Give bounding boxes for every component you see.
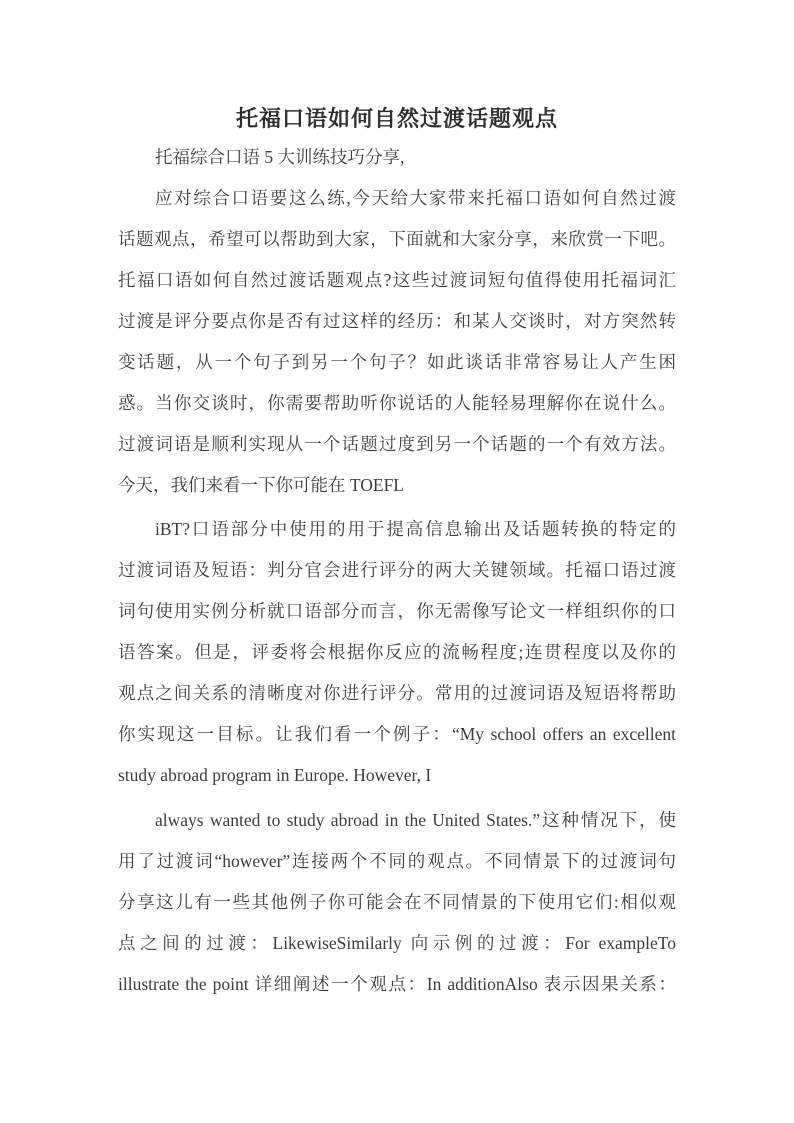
text-line: 分享这儿有一些其他例子你可能会在不同情景的下使用它们:相似观 [118,892,676,912]
text-line: 点之间的过渡：LikewiseSimilarly 向示例的过渡：For exampleTo [118,933,676,953]
text-line: 语答案。但是，评委将会根据你反应的流畅程度;连贯程度以及你的 [118,642,676,662]
text-line: 变话题，从一个句子到另一个句子？如此谈话非常容易让人产生困 [118,352,676,372]
text-line: 过渡词语是顺利实现从一个话题过度到另一个话题的一个有效方法。 [118,434,676,454]
text-line: 词句使用实例分析就口语部分而言，你无需像写论文一样组织你的口 [118,601,676,621]
text-line: 你实现这一目标。让我们看一个例子：“My school offers an excellent [118,724,676,744]
text-line: 惑。当你交谈时，你需要帮助听你说话的人能轻易理解你在说什么。 [118,393,676,413]
paragraph-2 [118,178,676,506]
text-line: 过渡词语及短语：判分官会进行评分的两大关键领域。托福口语过渡 [118,560,676,580]
document-title: 托福口语如何自然过渡话题观点 [235,106,558,131]
text-line: 话题观点，希望可以帮助到大家，下面就和大家分享，来欣赏一下吧。 [118,229,676,249]
text-line: 托福口语如何自然过渡话题观点?这些过渡词短句值得使用托福词汇 [118,270,676,290]
text-line: 托福综合口语 5 大训练技巧分享, [155,147,405,167]
paragraph-1 [118,137,676,178]
text-line: 用了过渡词“however”连接两个不同的观点。不同情景下的过渡词句 [118,851,676,871]
text-line: 今天，我们来看一下你可能在 TOEFL [118,475,404,495]
text-line: illustrate the point 详细阐述一个观点：In additionAlso 表示因果关系： [118,974,676,994]
text-line: study abroad program in Europe. However, I [118,765,432,785]
text-line: iBT?口语部分中使用的用于提高信息输出及话题转换的特定的 [155,519,676,539]
text-line: 观点之间关系的清晰度对你进行评分。常用的过渡词语及短语将帮助 [118,683,676,703]
document-content [118,103,676,1005]
text-line: 过渡是评分要点你是否有过这样的经历：和某人交谈时，对方突然转 [118,311,676,331]
text-line: 应对综合口语要这么练,今天给大家带来托福口语如何自然过渡 [155,188,676,208]
paragraph-3 [118,509,676,796]
text-line: always wanted to study abroad in the United States.”这种情况下，使 [155,810,676,830]
paragraph-4 [118,800,676,1005]
